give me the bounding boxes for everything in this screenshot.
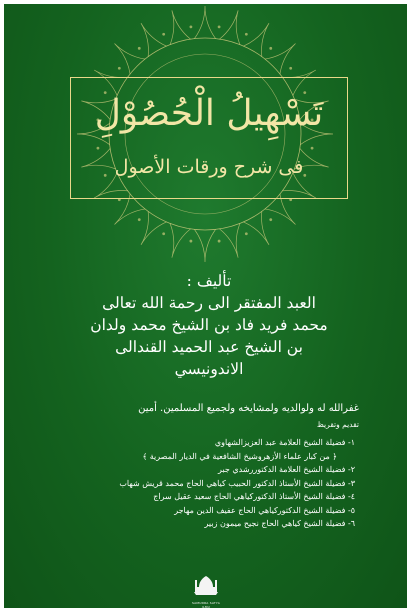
- ornament-petal: [141, 211, 166, 244]
- author-line: الاندونيسي: [174, 360, 244, 378]
- book-title: تَسْهِيلُ الْحُصُوْلِ: [94, 93, 324, 134]
- list-item: ٤- فضيلة الشيخ الأستاذ الدكتوركياهي الحاج سعيد عقيل سراج: [153, 492, 355, 501]
- ornament-dot: [162, 232, 165, 235]
- ornament-dot: [245, 232, 248, 235]
- ornament-dot: [190, 26, 193, 29]
- list-item: ٦- فضيلة الشيخ كياهي الحاج نجيح ميمون زبير: [204, 519, 355, 528]
- ornament-dot: [190, 240, 193, 243]
- prayer-line: غفرالله له ولوالديه ولمشايخه ولجميع المسلمين. أمين: [138, 403, 359, 414]
- ornament-petal: [244, 211, 269, 244]
- ornament-dot: [269, 47, 272, 50]
- ornament-dot: [218, 240, 221, 243]
- list-item: ٢- فضيلة الشيخ العلامة الدكتوررشدي جبر: [218, 465, 355, 474]
- author-label: تأليف :: [186, 272, 232, 290]
- publisher-logo: [190, 574, 222, 608]
- ornament-dot: [289, 67, 292, 70]
- endorsements-heading: تقديم وتقريظ: [316, 420, 359, 429]
- mosque-icon: [192, 574, 220, 596]
- ornament-dot: [138, 47, 141, 50]
- author-line: العبد المفتقر الى رحمة الله تعالى: [102, 294, 316, 312]
- book-subtitle: فى شرح ورقات الأصول: [114, 156, 304, 178]
- endorsements-list: [55, 436, 355, 531]
- ornament-petal: [194, 6, 215, 39]
- list-item: ٥- فضيلة الشيخ الدكتوركياهي الحاج عفيف الدين مهاجر: [174, 505, 355, 515]
- list-item: ١- فضيلة الشيخ العلامة عبد العزيزالشهاوي: [214, 438, 355, 447]
- list-item: ﴿ من كبار علماء الأزهروشيخ الشافعية في الديار المصرية ﴾: [142, 451, 337, 461]
- author-line: بن الشيخ عبد الحميد القندالى: [115, 338, 303, 356]
- author-block: [64, 270, 354, 380]
- ornament-petal: [244, 23, 269, 56]
- publisher-name: SAMUDRA SATYA ILMU: [192, 601, 220, 608]
- ornament-dot: [218, 26, 221, 29]
- list-item: ٣- فضيلة الشيخ الأستاذ الدكتور الحبيب كياهي الحاج محمد قريش شهاب: [119, 478, 355, 488]
- ornament-dot: [245, 33, 248, 36]
- book-cover: [4, 4, 407, 608]
- ornament-dot: [138, 218, 141, 221]
- ornament-dot: [118, 67, 121, 70]
- ornament-dot: [162, 33, 165, 36]
- ornament-dot: [269, 218, 272, 221]
- author-line: محمد فريد فاد بن الشيخ محمد ولدان: [90, 316, 328, 334]
- ornament-petal: [141, 23, 166, 56]
- ornament-petal: [194, 229, 215, 262]
